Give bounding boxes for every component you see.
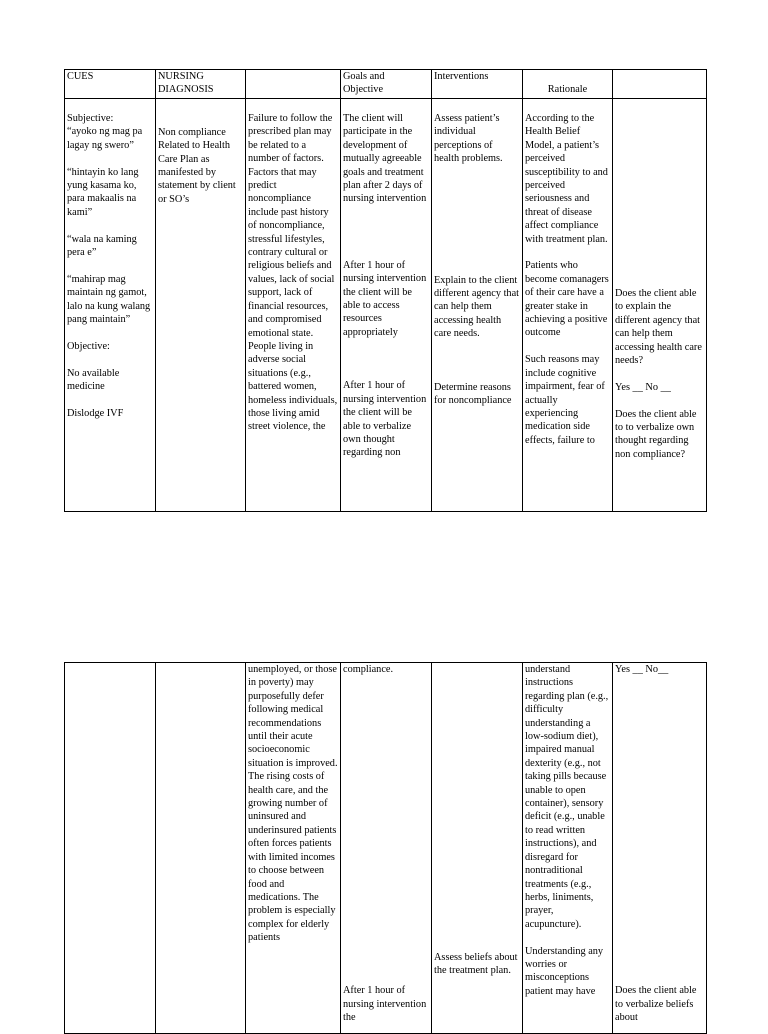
table-body-row xyxy=(65,663,707,1034)
intervention-text: Determine reasons for noncompliance xyxy=(434,381,512,407)
cue-quote: “hintayin ko lang yung kasama ko, para makaalis na kami” xyxy=(67,166,139,218)
evaluation-question: Does the client able to to verbalize own thought regarding non compliance? xyxy=(615,408,697,460)
header-analysis xyxy=(246,70,341,99)
subjective-label: Subjective: xyxy=(67,113,114,124)
interventions-cell xyxy=(432,99,523,512)
care-plan-table-page-2 xyxy=(64,662,707,1034)
evaluation-cell xyxy=(613,663,707,1034)
evaluation-question: Does the client able to explain the different agency that can help them accessing health care needs? xyxy=(615,288,702,367)
objective-label: Objective: xyxy=(67,340,110,352)
intervention-text: Assess patient’s individual perceptions of health problems. xyxy=(434,113,503,165)
evaluation-question: Does the client able to verbalize beliefs about xyxy=(615,985,697,1024)
care-plan-table-page-1 xyxy=(64,69,707,512)
cues-cell xyxy=(65,663,156,1034)
header-evaluation xyxy=(613,70,707,99)
cue-quote: “wala na kaming pera e” xyxy=(67,233,137,259)
yes-no-line: Yes __ No __ xyxy=(615,381,671,393)
diagnosis-cell xyxy=(156,99,246,512)
rationale-cell xyxy=(523,663,613,1034)
goal-text: compliance. xyxy=(343,664,394,675)
header-cues: CUES xyxy=(65,70,156,99)
cue-quote: “mahirap mag maintain ng gamot, lalo na kung walang pang maintain” xyxy=(67,273,151,326)
rationale-text: Patients who become comanagers of their care have a greater stake in achieving a positive outcome xyxy=(525,260,609,339)
interventions-cell xyxy=(432,663,523,1034)
cue-quote: “ayoko ng mag pa lagay ng swero” xyxy=(67,126,143,151)
rationale-text: Such reasons may include cognitive impairment, fear of actually experiencing medication side effects, failure to xyxy=(525,354,605,446)
goal-text: After 1 hour of nursing intervention the client will be able to verbalize own thought regarding non xyxy=(343,380,427,459)
nursing-diagnosis-text: Non compliance Related to Health Care Plan as manifested by statement by client or SO’s xyxy=(158,126,236,205)
intervention-text: Explain to the client different agency that can help them accessing health care needs. xyxy=(434,274,520,340)
analysis-text: unemployed, or those in poverty) may purposefully defer following medical recommendations until their acute socioeconomic situation is improved. The rising costs of health care, and the growing number of uninsured and underinsured patients often forces patients with limited incomes to choose between food and medications. The problem is especially complex for elderly patients xyxy=(248,664,338,944)
diagnosis-cell xyxy=(156,663,246,1034)
analysis-text: Failure to follow the prescribed plan may be related to a number of factors. Factors that may predict noncompliance include past history of noncompliance, stressful lifestyles, contrary cultural or religious beliefs and values, lack of social support, lack of financial resources, and compromised emotional state. People living in adverse social situations (e.g., battered women, homeless individuals, those living amid street violence, the xyxy=(248,113,338,433)
objective-cue: No available medicine xyxy=(67,367,120,393)
table-body-row xyxy=(65,99,707,512)
rationale-text: understand instructions regarding plan (e.g., difficulty understanding a low-sodium diet), impaired manual dexterity (e.g., not taking pills because unable to open container), sensory deficit (e.g., unable to read written instructions), and disregard for nontraditional treatments (e.g., herbs, liniments, prayer, acupuncture). xyxy=(525,664,609,930)
analysis-cell xyxy=(246,663,341,1034)
goal-text: After 1 hour of nursing intervention the client will be able to access resources appropriately xyxy=(343,259,427,338)
header-interventions: Interventions xyxy=(432,70,523,99)
goal-text: The client will participate in the development of mutually agreeable goals and treatment plan after 2 days of nursing intervention xyxy=(343,113,427,205)
header-rationale: Rationale xyxy=(523,70,613,99)
goals-cell xyxy=(341,663,432,1034)
rationale-text: According to the Health Belief Model, a patient’s perceived susceptibility to and perceived seriousness and threat of disease affect compliance with treatment plan. xyxy=(525,113,608,245)
intervention-text: Assess beliefs about the treatment plan. xyxy=(434,952,518,977)
rationale-cell xyxy=(523,99,613,512)
goal-text: After 1 hour of nursing intervention the xyxy=(343,985,427,1024)
cues-cell xyxy=(65,99,156,512)
table-header-row xyxy=(65,70,707,99)
rationale-text: Understanding any worries or misconceptions patient may have xyxy=(525,945,604,997)
analysis-cell xyxy=(246,99,341,512)
objective-cue: Dislodge IVF xyxy=(67,407,124,419)
evaluation-cell xyxy=(613,99,707,512)
header-goals: Goals and Objective xyxy=(341,70,432,99)
goals-cell xyxy=(341,99,432,512)
header-nursing-diagnosis: NURSING DIAGNOSIS xyxy=(156,70,246,99)
yes-no-line: Yes __ No__ xyxy=(615,664,669,675)
